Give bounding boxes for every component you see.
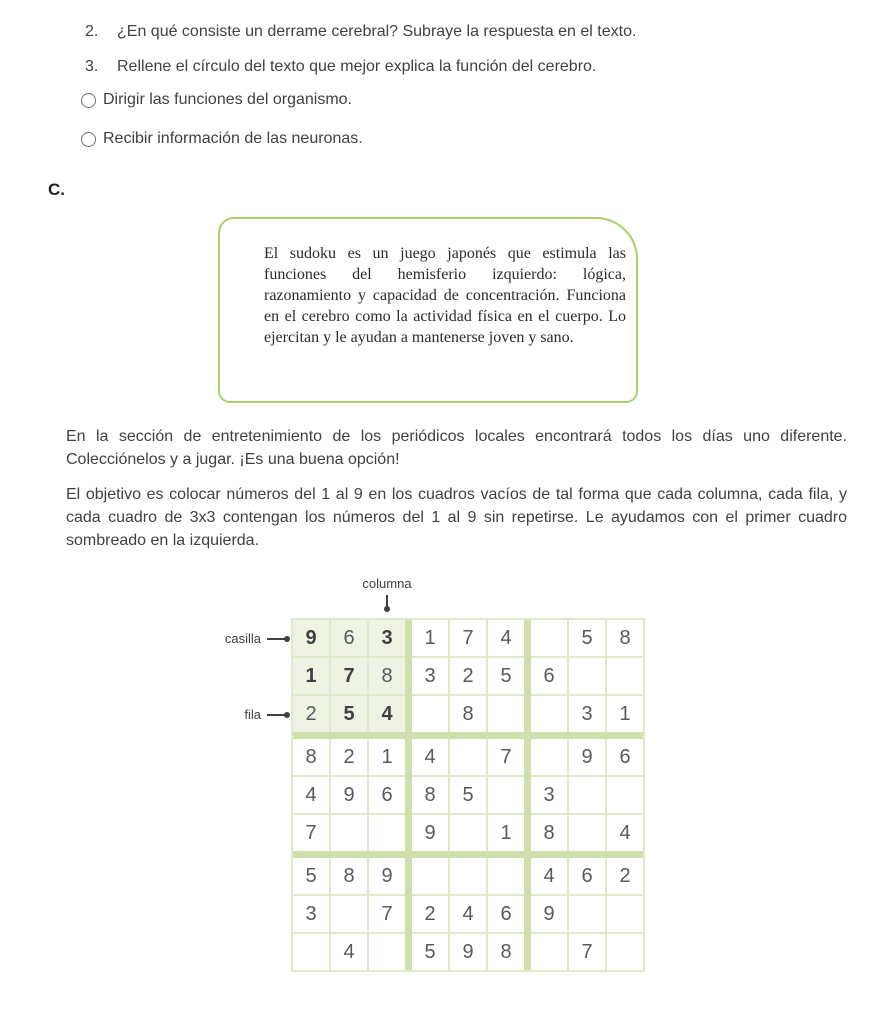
sudoku-cell[interactable]	[607, 777, 643, 813]
callout-text: El sudoku es un juego japonés que estimula las funciones del hemisferio izquierdo: lógica, razonamiento y capacidad de concentración. Funciona en el cerebro como la actividad física en el cuerpo. Lo ejercitan y le ayudan a mantenerse joven y sano.	[264, 245, 626, 346]
sudoku-cell[interactable]: 6	[531, 658, 567, 694]
section-label: C.	[48, 180, 65, 199]
sudoku-cell[interactable]: 8	[369, 658, 405, 694]
sudoku-cell[interactable]: 2	[293, 696, 329, 732]
option-dirigir-label: Dirigir las funciones del organismo.	[103, 91, 352, 108]
question-2	[85, 22, 855, 42]
sudoku-block	[293, 858, 405, 970]
fila-arrow-icon	[267, 714, 287, 716]
sudoku-block	[293, 620, 405, 732]
question-2-text: ¿En qué consiste un derrame cerebral? Subraye la respuesta en el texto.	[117, 23, 637, 40]
paragraph-periodicos: En la sección de entretenimiento de los periódicos locales encontrará todos los días uno diferente. Colecciónelos y a jugar. ¡Es una buena opción!	[66, 428, 847, 468]
sudoku-block	[531, 620, 643, 732]
sudoku-cell[interactable]: 8	[607, 620, 643, 656]
sudoku-block	[412, 620, 524, 732]
label-columna: columna	[362, 576, 412, 591]
sudoku-cell[interactable]: 5	[569, 620, 605, 656]
sudoku-cell[interactable]: 7	[331, 658, 367, 694]
sudoku-cell[interactable]	[331, 815, 367, 851]
sudoku-cell[interactable]: 8	[488, 934, 524, 970]
sudoku-cell[interactable]: 4	[488, 620, 524, 656]
sudoku-cell[interactable]: 1	[369, 739, 405, 775]
sudoku-cell[interactable]	[607, 896, 643, 932]
sudoku-cell[interactable]: 1	[488, 815, 524, 851]
sudoku-cell[interactable]: 2	[331, 739, 367, 775]
radio-button-icon[interactable]	[81, 132, 96, 147]
sudoku-cell[interactable]: 7	[369, 896, 405, 932]
sudoku-cell[interactable]: 9	[331, 777, 367, 813]
sudoku-cell[interactable]: 6	[331, 620, 367, 656]
callout-box	[218, 217, 638, 403]
sudoku-cell[interactable]: 6	[569, 858, 605, 894]
sudoku-cell[interactable]: 9	[412, 815, 448, 851]
sudoku-cell[interactable]	[531, 934, 567, 970]
sudoku-cell[interactable]: 2	[607, 858, 643, 894]
sudoku-cell[interactable]: 5	[412, 934, 448, 970]
sudoku-cell[interactable]	[450, 815, 486, 851]
sudoku-cell[interactable]	[369, 815, 405, 851]
sudoku-cell[interactable]	[607, 934, 643, 970]
sudoku-cell[interactable]	[569, 815, 605, 851]
sudoku-cell[interactable]: 3	[531, 777, 567, 813]
sudoku-cell[interactable]	[531, 620, 567, 656]
sudoku-cell[interactable]: 5	[450, 777, 486, 813]
sudoku-cell[interactable]	[369, 934, 405, 970]
sudoku-cell[interactable]: 4	[293, 777, 329, 813]
sudoku-cell[interactable]	[569, 777, 605, 813]
sudoku-cell[interactable]: 6	[369, 777, 405, 813]
sudoku-cell[interactable]: 2	[450, 658, 486, 694]
sudoku-block	[531, 858, 643, 970]
sudoku-cell[interactable]: 5	[331, 696, 367, 732]
sudoku-cell[interactable]	[531, 739, 567, 775]
sudoku-cell[interactable]: 8	[412, 777, 448, 813]
sudoku-cell[interactable]: 9	[569, 739, 605, 775]
option-recibir[interactable]	[81, 130, 363, 148]
sudoku-cell[interactable]	[412, 696, 448, 732]
sudoku-cell[interactable]	[450, 858, 486, 894]
sudoku-cell[interactable]	[531, 696, 567, 732]
label-fila: fila	[244, 707, 261, 722]
sudoku-cell[interactable]: 8	[531, 815, 567, 851]
sudoku-cell[interactable]	[488, 696, 524, 732]
sudoku-cell[interactable]: 5	[488, 658, 524, 694]
question-3	[85, 57, 855, 77]
sudoku-cell[interactable]: 9	[531, 896, 567, 932]
sudoku-cell[interactable]: 9	[450, 934, 486, 970]
sudoku-cell[interactable]: 3	[369, 620, 405, 656]
sudoku-cell[interactable]: 3	[412, 658, 448, 694]
question-2-number: 2.	[85, 23, 99, 40]
sudoku-cell[interactable]: 3	[293, 896, 329, 932]
sudoku-cell[interactable]: 9	[293, 620, 329, 656]
sudoku-block	[412, 739, 524, 851]
sudoku-cell[interactable]	[450, 739, 486, 775]
sudoku-cell[interactable]: 4	[531, 858, 567, 894]
label-casilla: casilla	[224, 631, 261, 646]
sudoku-cell[interactable]: 5	[293, 858, 329, 894]
sudoku-cell[interactable]	[293, 934, 329, 970]
casilla-arrow-icon	[267, 638, 287, 640]
sudoku-cell[interactable]	[607, 658, 643, 694]
sudoku-cell[interactable]: 4	[331, 934, 367, 970]
sudoku-cell[interactable]: 9	[369, 858, 405, 894]
sudoku-cell[interactable]: 7	[293, 815, 329, 851]
sudoku-cell[interactable]: 3	[569, 696, 605, 732]
sudoku-cell[interactable]: 4	[412, 739, 448, 775]
sudoku-cell[interactable]: 8	[450, 696, 486, 732]
sudoku-cell[interactable]: 8	[331, 858, 367, 894]
sudoku-cell[interactable]	[331, 896, 367, 932]
label-casilla-row	[200, 631, 287, 646]
sudoku-cell[interactable]: 1	[293, 658, 329, 694]
sudoku-cell[interactable]: 1	[607, 696, 643, 732]
sudoku-cell[interactable]: 6	[488, 896, 524, 932]
sudoku-block	[293, 739, 405, 851]
question-3-text: Rellene el círculo del texto que mejor explica la función del cerebro.	[117, 58, 597, 75]
sudoku-cell[interactable]: 2	[412, 896, 448, 932]
columna-arrow-icon	[386, 595, 388, 608]
option-recibir-label: Recibir información de las neuronas.	[103, 130, 363, 147]
sudoku-cell[interactable]	[412, 858, 448, 894]
sudoku-block	[531, 739, 643, 851]
sudoku-cell[interactable]: 7	[450, 620, 486, 656]
sudoku-cell[interactable]: 1	[412, 620, 448, 656]
sudoku-cell[interactable]: 8	[293, 739, 329, 775]
sudoku-cell[interactable]: 4	[607, 815, 643, 851]
sudoku-cell[interactable]: 7	[488, 739, 524, 775]
radio-button-icon[interactable]	[81, 93, 96, 108]
label-fila-row	[200, 707, 287, 722]
sudoku-block	[412, 858, 524, 970]
paragraph-objetivo: El objetivo es colocar números del 1 al 9 en los cuadros vacíos de tal forma que cada columna, cada fila, y cada cuadro de 3x3 contengan los números del 1 al 9 sin repetirse. Le ayudamos con el primer cuadro sombreado en la izquierda.	[66, 486, 847, 549]
sudoku-cell[interactable]	[569, 896, 605, 932]
sudoku-grid	[291, 618, 645, 972]
question-3-number: 3.	[85, 58, 99, 75]
sudoku-cell[interactable]	[569, 658, 605, 694]
sudoku-cell[interactable]: 4	[369, 696, 405, 732]
sudoku-cell[interactable]: 6	[607, 739, 643, 775]
sudoku-cell[interactable]	[488, 858, 524, 894]
sudoku-cell[interactable]: 4	[450, 896, 486, 932]
option-dirigir[interactable]	[81, 91, 352, 109]
sudoku-cell[interactable]	[488, 777, 524, 813]
sudoku-cell[interactable]: 7	[569, 934, 605, 970]
